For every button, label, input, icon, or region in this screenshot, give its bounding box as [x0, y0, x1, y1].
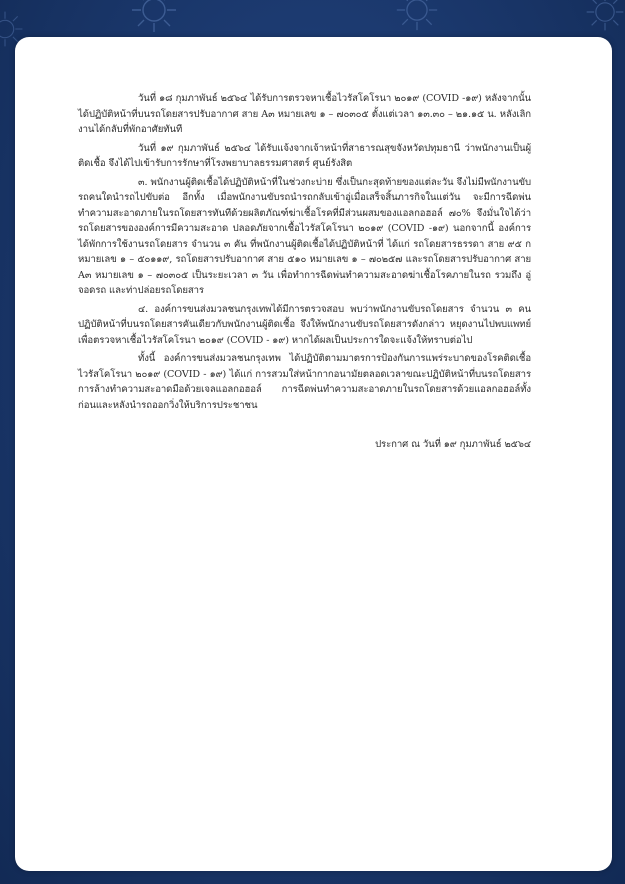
virus-decoration-icon: [130, 0, 178, 34]
paragraph-test-date: วันที่ ๑๘ กุมภาพันธ์ ๒๕๖๔ ได้รับการตรวจหาเชื้อไวรัสโคโรนา ๒๐๑๙ (COVID -๑๙) หลังจากนั้นได้ปฏิบัติหน้าที่บนรถโดยสารปรับอากาศ สาย A๓ หมายเลข ๑ – ๗๐๓๐๕ ตั้งแต่เวลา ๑๓.๓๐ – ๒๑.๑๕ น. หลังเลิกงานได้กลับที่พักอาศัยทันที: [78, 93, 531, 135]
paragraph-measures: ทั้งนี้ องค์การขนส่งมวลชนกรุงเทพ ได้ปฏิบัติตามมาตรการป้องกันการแพร่ระบาดของโรคติดเชื้อไวรัสโคโรนา ๒๐๑๙ (COVID - ๑๙) ได้แก่ การสวมใส่หน้ากากอนามัยตลอดเวลาขณะปฏิบัติหน้าที่บนรถโดยสาร การล้างทำความสะอาดมือด้วยเจลแอลกอฮอล์ การฉีดพ่นทำความสะอาดภายในรถโดยสารด้วยแอลกอฮอล์ทั้งก่อนและหลังนำรถออกวิ่งให้บริการประชาชน: [78, 353, 531, 411]
virus-decoration-icon: [395, 0, 439, 32]
paragraph-item-4: ๔. องค์การขนส่งมวลชนกรุงเทพได้มีการตรวจสอบ พบว่าพนักงานขับรถโดยสาร จำนวน ๓ คน ปฏิบัติหน้าที่บนรถโดยสารคันเดียวกับพนักงานผู้ติดเชื้อ จึงให้พนักงานขับรถโดยสารดังกล่าว หยุดงานไปพบแพทย์เพื่อตรวจหาเชื้อไวรัสโคโรนา ๒๐๑๙ (COVID - ๑๙) หากได้ผลเป็นประการใดจะแจ้งให้ทราบต่อไป: [78, 303, 531, 346]
announcement-date: ประกาศ ณ วันที่ ๑๙ กุมภาพันธ์ ๒๕๖๔: [375, 439, 531, 450]
paragraph-item-3: ๓. พนักงานผู้ติดเชื้อได้ปฏิบัติหน้าที่ในช่วงกะบ่าย ซึ่งเป็นกะสุดท้ายของแต่ละวัน จึงไม่มีพนักงานขับรถคนใดนำรถไปขับต่อ อีกทั้ง เมื่อพนักงานขับรถนำรถกลับเข้าอู่เมื่อเสร็จสิ้นภารกิจในแต่วัน จะมีการฉีดพ่นทำความสะอาดภายในรถโดยสารทันทีด้วยผลิตภัณฑ์ฆ่าเชื้อโรคที่มีส่วนผสมของแอลกอฮอล์ ๗๐% จึงมั่นใจได้ว่ารถโดยสารขององค์การมีความสะอาด ปลอดภัยจากเชื้อไวรัสโคโรนา ๒๐๑๙ (COVID -๑๙) นอกจากนี้ องค์การได้พักการใช้งานรถโดยสาร จำนวน ๓ คัน ที่พนักงานผู้ติดเชื้อได้ปฏิบัติหน้าที่ ได้แก่ รถโดยสารธรรดา สาย ๙๕ ก หมายเลข ๑ – ๕๐๑๑๙, รถโดยสารปรับอากาศ สาย ๕๑๐ หมายเลข ๑ – ๗๐๒๕๗ และรถโดยสารปรับอากาศ สาย A๓ หมายเลข ๑ – ๗๐๓๐๕ เป็นระยะเวลา ๓ วัน เพื่อทำการฉีดพ่นทำความสะอาดฆ่าเชื้อโรคภายในรถ รวมถึง อู่จอดรถ และท่าปล่อยรถโดยสาร: [78, 176, 531, 296]
virus-decoration-icon: [585, 0, 625, 32]
document-body: [78, 91, 531, 456]
paragraph-notified: วันที่ ๑๙ กุมภาพันธ์ ๒๕๖๔ ได้รับแจ้งจากเจ้าหน้าที่สาธารณสุขจังหวัดปทุมธานี ว่าพนักงานเป็นผู้ติดเชื้อ จึงได้ไปเข้ารับการรักษาที่โรงพยาบาลธรรมศาสตร์ ศูนย์รังสิต: [78, 142, 531, 169]
